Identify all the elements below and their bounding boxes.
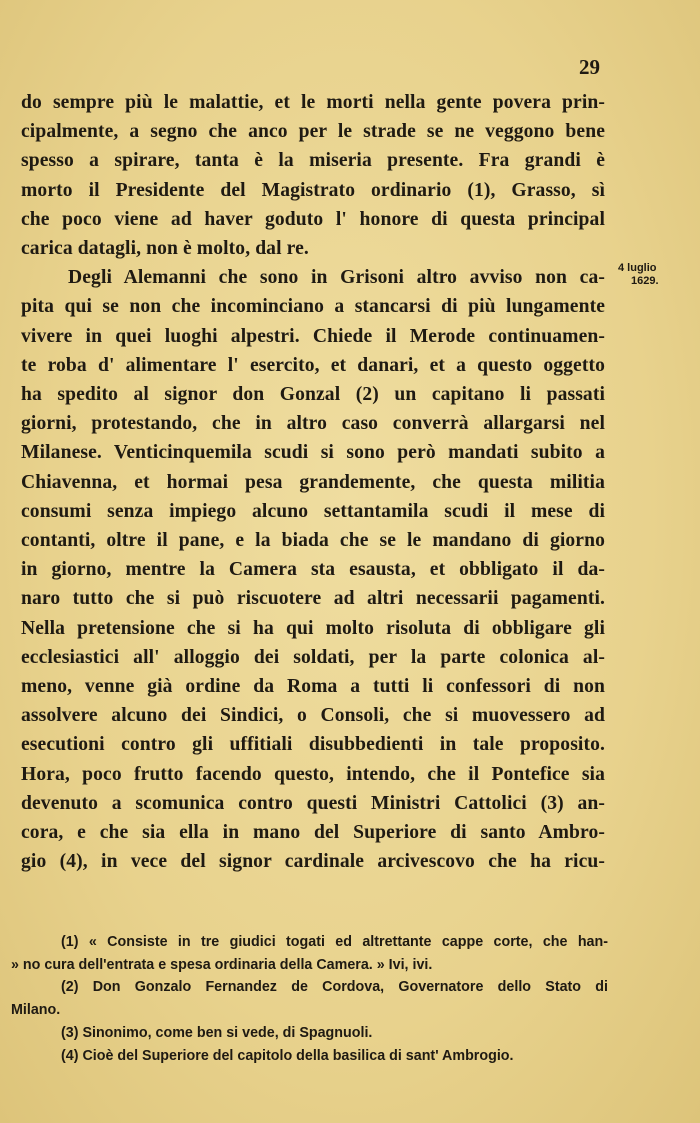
text-line: Nella pretensione che si ha qui molto risoluta di obbligare gli bbox=[21, 617, 605, 639]
footnote-line: (3) Sinonimo, come ben si vede, di Spagnuoli. bbox=[61, 1024, 373, 1041]
text-line: cora, e che sia ella in mano del Superiore di santo Ambro- bbox=[21, 822, 605, 844]
text-line: ecclesiastici all' alloggio dei soldati, per la parte colonica al- bbox=[21, 646, 605, 668]
text-line: Chiavenna, et hormai pesa grandemente, che questa militia bbox=[21, 471, 605, 493]
text-line: in giorno, mentre la Camera sta esausta, et obbligato il da- bbox=[21, 559, 605, 581]
text-line: carica datagli, non è molto, dal re. bbox=[21, 238, 309, 260]
footnote-line: » no cura dell'entrata e spesa ordinaria della Camera. » Ivi, ivi. bbox=[11, 956, 433, 973]
footnotes bbox=[11, 931, 608, 1067]
text-line: Degli Alemanni che sono in Grisoni altro avviso non ca- bbox=[68, 267, 605, 289]
text-line: Hora, poco frutto facendo questo, intendo, che il Pontefice sia bbox=[21, 763, 605, 785]
footnote-line: (1) « Consiste in tre giudici togati ed altrettante cappe corte, che han- bbox=[61, 934, 608, 950]
margin-date-note bbox=[618, 262, 690, 288]
footnote-line: Milano. bbox=[11, 1002, 61, 1019]
text-line: gio (4), in vece del signor cardinale arcivescovo che ha ricu- bbox=[21, 851, 605, 873]
text-line: spesso a spirare, tanta è la miseria presente. Fra grandi è bbox=[21, 150, 605, 172]
footnote-line: (2) Don Gonzalo Fernandez de Cordova, Governatore dello Stato di bbox=[61, 979, 608, 996]
text-line: meno, venne già ordine da Roma a tutti li confessori di non bbox=[21, 676, 605, 698]
text-line: morto il Presidente del Magistrato ordinario (1), Grasso, sì bbox=[21, 179, 605, 201]
text-line: vivere in quei luoghi alpestri. Chiede il Merode continuamen- bbox=[21, 325, 605, 347]
text-line: cipalmente, a segno che anco per le strade se ne veggono bene bbox=[21, 121, 605, 143]
footnote-line: (4) Cioè del Superiore del capitolo della basilica di sant' Ambrogio. bbox=[61, 1047, 514, 1064]
text-line: esecutioni contro gli uffitiali disubbedienti in tale proposito. bbox=[21, 734, 605, 756]
text-line: assolvere alcuno dei Sindici, o Consoli, che si muovessero ad bbox=[21, 705, 605, 727]
text-line: te roba d' alimentare l' esercito, et danari, et a questo oggetto bbox=[21, 354, 605, 376]
main-text bbox=[21, 88, 605, 876]
text-line: naro tutto che si può riscuotere ad altri necessarii pagamenti. bbox=[21, 588, 605, 610]
text-line: che poco viene ad haver goduto l' honore di questa principal bbox=[21, 208, 605, 230]
text-line: devenuto a scomunica contro questi Ministri Cattolici (3) an- bbox=[21, 792, 605, 814]
text-line: Milanese. Venticinquemila scudi si sono però mandati subito a bbox=[21, 442, 605, 464]
text-line: giorni, protestando, che in altro caso converrà allargarsi nel bbox=[21, 413, 605, 435]
page-number: 29 bbox=[579, 55, 600, 79]
text-line: ha spedito al signor don Gonzal (2) un capitano li passati bbox=[21, 384, 605, 406]
text-line: do sempre più le malattie, et le morti nella gente povera prin- bbox=[21, 92, 605, 113]
margin-note-date: 4 luglio bbox=[618, 262, 657, 274]
text-line: pita qui se non che incominciano a stancarsi di più lungamente bbox=[21, 296, 605, 318]
text-line: contanti, oltre il pane, e la biada che se le mandano di giorno bbox=[21, 530, 605, 552]
margin-note-year: 1629. bbox=[631, 275, 659, 287]
text-line: consumi senza impiego alcuno settantamila scudi il mese di bbox=[21, 500, 605, 522]
